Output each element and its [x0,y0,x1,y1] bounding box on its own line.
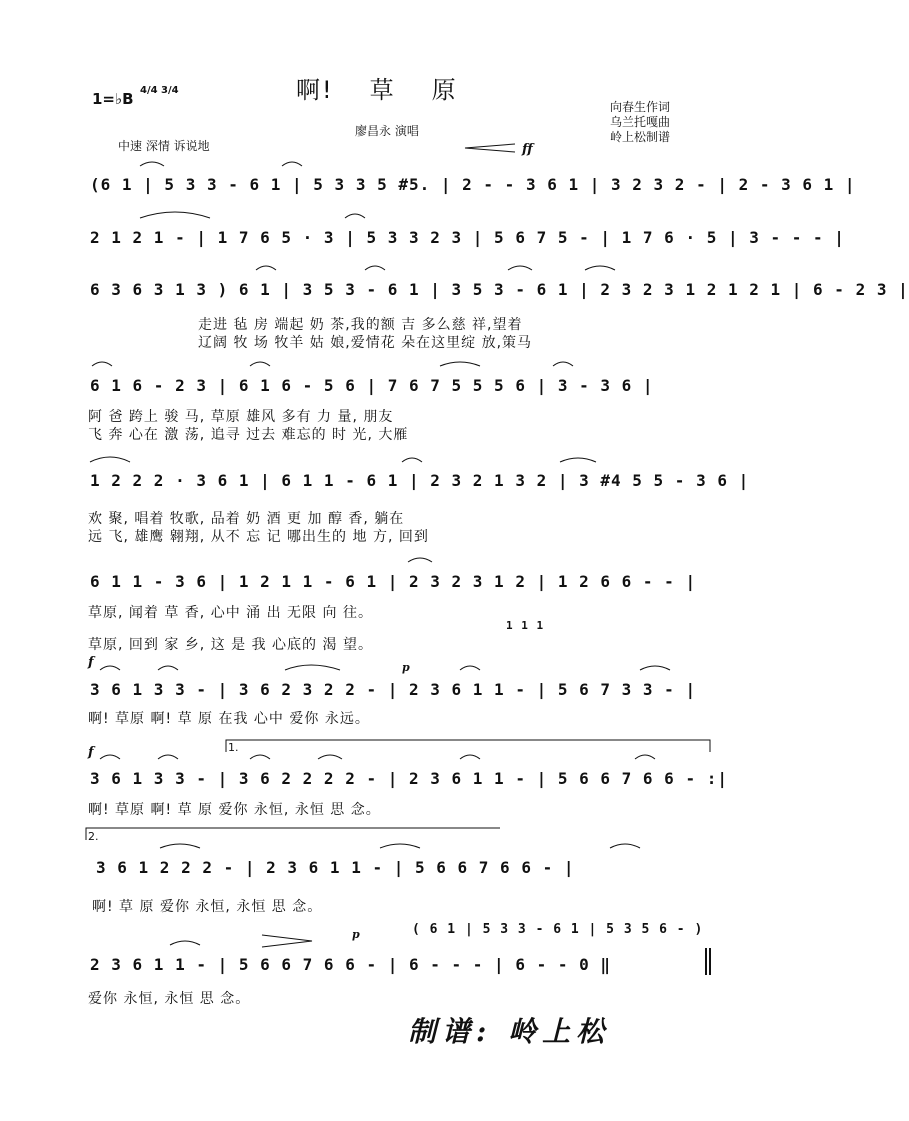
dynamic-ff: ff [522,142,533,157]
volta-2-label: 2. [88,830,99,843]
transcriber-credit: 岭上松制谱 [610,130,671,144]
system-3-lyrics-1: 走进 毡 房 端起 奶 茶,我的额 吉 多么慈 祥,望着 [198,317,523,333]
slur [158,666,178,670]
system-6-lyrics-1: 草原, 闻着 草 香, 心中 涌 出 无限 向 往。 [88,605,373,621]
volta-2-bracket [86,828,500,840]
system-10-lyrics-1: 爱你 永恒, 永恒 思 念。 [88,991,251,1007]
slur [140,162,164,166]
composer-credit: 乌兰托嘎曲 [610,115,671,129]
slur [553,362,573,366]
system-6-notes: 6 1 1 - 3 6 | 1 2 1 1 - 6 1 | 2 3 2 3 1 2 | 1 2 6 6 - - | [90,572,697,591]
volta-1-label: 1. [228,741,239,754]
title-part-2: 草 [369,76,396,104]
slur [90,457,130,462]
dynamic-p-1: p [402,661,410,674]
system-5-lyrics-1: 欢 聚, 唱着 牧歌, 品着 奶 酒 更 加 醇 香, 躺在 [88,511,405,527]
slur [460,755,480,759]
slur [440,362,480,366]
slur [460,666,480,670]
slur [170,941,200,945]
slur [100,755,120,759]
dynamic-f-1: f [88,655,94,670]
system-2-notes: 2 1 2 1 - | 1 7 6 5 · 3 | 5 3 3 2 3 | 5 6 7 5 - | 1 7 6 · 5 | 3 - - - | [90,228,845,247]
transcriber-signature: 制谱: 岭上松 [408,1015,611,1048]
slur [285,665,340,670]
slur [380,844,420,848]
slur [250,362,270,366]
slur [256,266,276,270]
slur [160,844,200,848]
slur [610,844,640,848]
final-barline [706,948,710,975]
slur [560,458,596,462]
system-4-lyrics-2: 飞 奔 心在 激 荡, 追寻 过去 难忘的 时 光, 大雁 [88,427,409,443]
slur [365,266,385,270]
title-part-3: 原 [431,76,458,104]
system-8-lyrics-1: 啊! 草原 啊! 草 原 爱你 永恒, 永恒 思 念。 [88,802,381,818]
slur [318,755,342,759]
system-3-notes: 6 3 6 3 1 3 ) 6 1 | 3 5 3 - 6 1 | 3 5 3 - 6 1 | 2 3 2 3 1 2 1 2 1 | 6 - 2 3 | [90,280,909,299]
slur [640,666,670,670]
dynamic-p-2: p [352,928,360,941]
slur [585,266,615,270]
slur [508,266,532,270]
system-7-lyrics-1: 啊! 草原 啊! 草 原 在我 心中 爱你 永远。 [88,711,370,727]
volta-1-bracket [226,740,710,752]
slur [282,162,302,166]
coda-notes: ( 6 1 | 5 3 3 - 6 1 | 5 3 5 6 - ) [412,922,704,937]
hairpin-2 [262,935,312,947]
system-8-notes: 3 6 1 3 3 - | 3 6 2 2 2 2 - | 2 3 6 1 1 - | 5 6 6 7 6 6 - :| [90,769,728,788]
system-9-lyrics-1: 啊! 草 原 爱你 永恒, 永恒 思 念。 [92,899,323,915]
slur [100,666,120,670]
system-5-notes: 1 2 2 2 · 3 6 1 | 6 1 1 - 6 1 | 2 3 2 1 3 2 | 3 #4 5 5 - 3 6 | [90,471,750,490]
slur [158,755,178,759]
system-4-notes: 6 1 6 - 2 3 | 6 1 6 - 5 6 | 7 6 7 5 5 5 6 | 3 - 3 6 | [90,376,654,395]
small-notes: 1 1 1 [506,619,545,632]
singer-credit: 廖昌永 演唱 [355,124,419,138]
system-4-lyrics-1: 阿 爸 跨上 骏 马, 草原 雄风 多有 力 量, 朋友 [88,409,394,425]
slur [402,458,422,462]
system-1-notes: (6 1 | 5 3 3 - 6 1 | 5 3 3 5 #5. | 2 - - 3 6 1 | 3 2 3 2 - | 2 - 3 6 1 | [90,175,856,194]
lyricist-credit: 向春生作词 [610,100,671,114]
slur [250,755,270,759]
slur [408,558,432,562]
system-7-notes: 3 6 1 3 3 - | 3 6 2 3 2 2 - | 2 3 6 1 1 - | 5 6 7 3 3 - | [90,680,697,699]
slur [92,362,112,366]
slur [140,212,210,218]
title-part-1: 啊! [296,76,334,104]
system-3-lyrics-2: 辽阔 牧 场 牧羊 姑 娘,爱情花 朵在这里绽 放,策马 [198,335,533,351]
system-10-notes: 2 3 6 1 1 - | 5 6 6 7 6 6 - | 6 - - - | 6 - - 0 ‖ [90,955,612,974]
key-signature: 1=♭B [92,90,134,108]
system-6-lyrics-2: 草原, 回到 家 乡, 这 是 我 心底的 渴 望。 [88,637,373,653]
slur [635,755,655,759]
slur [345,214,365,218]
dynamic-f-2: f [88,745,94,760]
system-9-notes: 3 6 1 2 2 2 - | 2 3 6 1 1 - | 5 6 6 7 6 6 - | [96,858,575,877]
time-signature: 4/4 3/4 [140,85,179,96]
system-5-lyrics-2: 远 飞, 雄鹰 翱翔, 从不 忘 记 哪出生的 地 方, 回到 [88,529,429,545]
hairpin-1 [465,144,515,152]
tempo-marking: 中速 深情 诉说地 [118,139,210,153]
